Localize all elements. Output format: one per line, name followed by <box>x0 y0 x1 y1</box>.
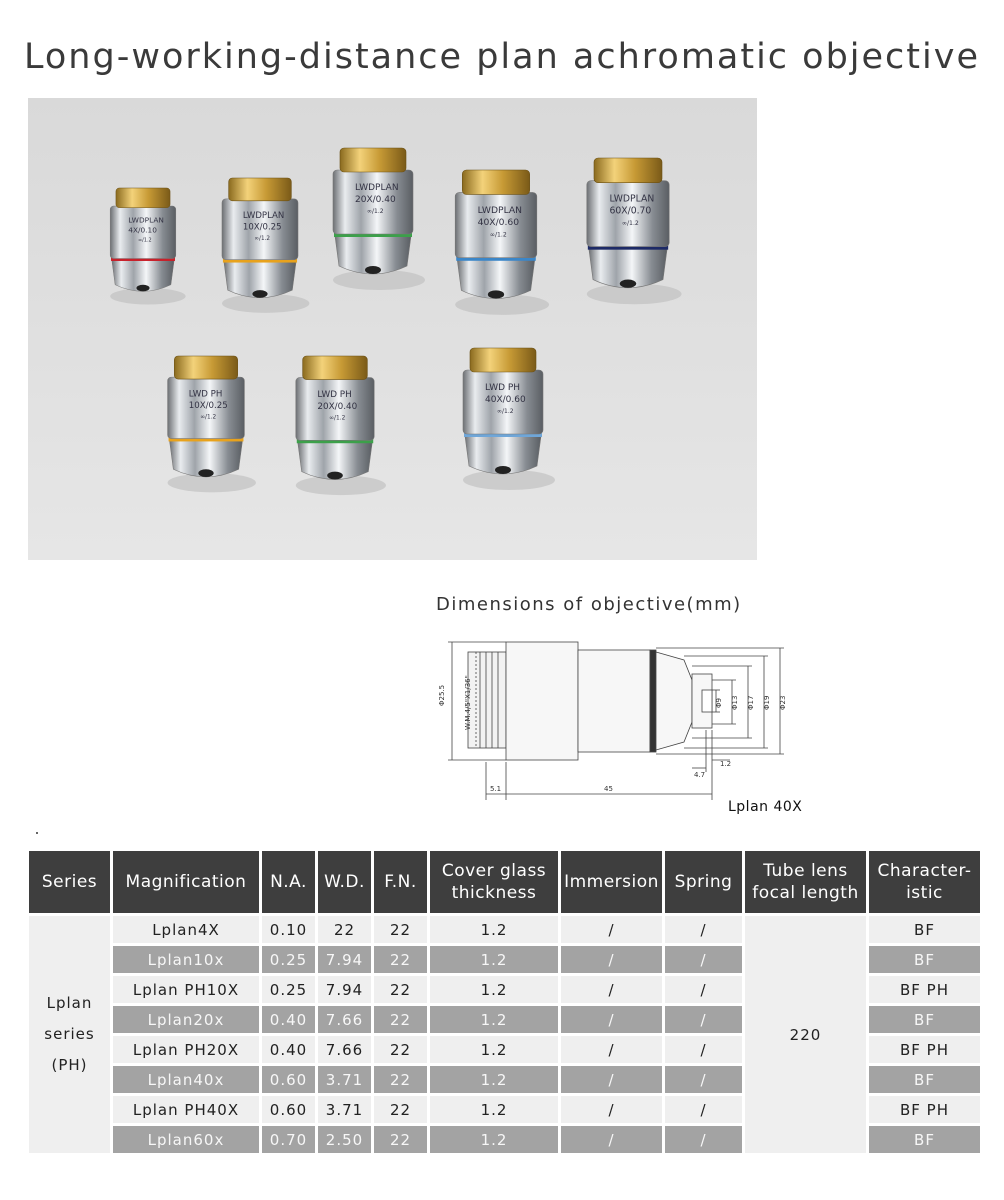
objective-engraving-label: LWDPLAN <box>242 210 285 221</box>
objective-dimension-drawing <box>430 630 790 805</box>
dimensions-title: Dimensions of objective(mm) <box>436 594 742 615</box>
thread-section <box>468 652 506 748</box>
cell-na: 0.70 <box>262 1126 315 1153</box>
cell-characteristic: BF <box>869 1126 980 1153</box>
cell-immersion: / <box>561 1096 662 1123</box>
series-line3: (PH) <box>51 1056 88 1074</box>
cell-magnification: Lplan PH20X <box>113 1036 259 1063</box>
cell-cover: 1.2 <box>430 1096 558 1123</box>
objective-engraving-sub: ∞/1.2 <box>138 237 152 244</box>
cell-immersion: / <box>561 1006 662 1033</box>
header-tube-lens <box>745 851 866 913</box>
barrel-section <box>506 642 578 760</box>
header-char-line2: istic <box>906 883 943 903</box>
series-cell <box>29 916 110 1153</box>
objective-engraving-sub: ∞/1.2 <box>329 415 346 422</box>
cell-na: 0.10 <box>262 916 315 943</box>
objective-engraving-spec: 20X/0.40 <box>317 401 358 412</box>
label-d19: Φ19 <box>763 695 771 710</box>
cell-characteristic: BF PH <box>869 976 980 1003</box>
objective-engraving-sub: ∞/1.2 <box>489 231 507 239</box>
objective-engraving-spec: 20X/0.40 <box>355 195 396 205</box>
cell-na: 0.60 <box>262 1096 315 1123</box>
objectives-photo <box>28 98 757 560</box>
label-l51: 5.1 <box>490 785 502 793</box>
cell-immersion: / <box>561 946 662 973</box>
drawing-model-label: Lplan 40X <box>728 799 803 815</box>
cell-wd: 3.71 <box>318 1066 371 1093</box>
cell-spring: / <box>665 946 742 973</box>
cell-fn: 22 <box>374 916 427 943</box>
cell-cover: 1.2 <box>430 1036 558 1063</box>
cell-characteristic: BF <box>869 1066 980 1093</box>
cell-wd: 7.66 <box>318 1036 371 1063</box>
objective-engraving-spec: 4X/0.10 <box>128 225 157 235</box>
cell-wd: 3.71 <box>318 1096 371 1123</box>
header-wd: W.D. <box>318 851 371 913</box>
cell-characteristic: BF <box>869 916 980 943</box>
header-cover-line1: Cover glass <box>441 861 547 881</box>
cell-wd: 22 <box>318 916 371 943</box>
cell-spring: / <box>665 976 742 1003</box>
tube-focal-length-cell: 220 <box>745 916 866 1153</box>
header-fn: F.N. <box>374 851 427 913</box>
objective-engraving-label: LWDPLAN <box>355 183 399 193</box>
objective-engraving-spec: 60X/0.70 <box>609 205 652 217</box>
cell-fn: 22 <box>374 976 427 1003</box>
color-band <box>650 650 656 752</box>
objective-engraving-sub: ∞/1.2 <box>497 408 514 415</box>
objective-engraving-label: LWDPLAN <box>128 215 164 225</box>
cell-immersion: / <box>561 976 662 1003</box>
cell-spring: / <box>665 1096 742 1123</box>
cell-cover: 1.2 <box>430 916 558 943</box>
cell-magnification: Lplan PH10X <box>113 976 259 1003</box>
cell-spring: / <box>665 1066 742 1093</box>
page-title: Long-working-distance plan achromatic objective <box>24 37 980 78</box>
cell-characteristic: BF PH <box>869 1096 980 1123</box>
cell-cover: 1.2 <box>430 1006 558 1033</box>
objective-engraving-label: LWDPLAN <box>609 193 655 205</box>
cell-immersion: / <box>561 1126 662 1153</box>
objective-engraving-sub: ∞/1.2 <box>621 219 639 227</box>
series-line1: Lplan <box>46 994 93 1012</box>
objective-engraving-spec: 40X/0.60 <box>485 395 526 405</box>
objective-engraving-label: LWDPLAN <box>477 204 523 216</box>
label-l45: 45 <box>604 785 613 793</box>
cell-magnification: Lplan10x <box>113 946 259 973</box>
header-tube-line1: Tube lens <box>763 861 848 881</box>
header-cover-glass <box>430 851 558 913</box>
spec-table <box>26 848 983 1156</box>
header-series: Series <box>29 851 110 913</box>
cell-wd: 7.94 <box>318 976 371 1003</box>
cell-wd: 7.66 <box>318 1006 371 1033</box>
label-d255: Φ25.5 <box>438 684 446 706</box>
header-immersion: Immersion <box>561 851 662 913</box>
header-spring: Spring <box>665 851 742 913</box>
cell-na: 0.40 <box>262 1006 315 1033</box>
cell-wd: 7.94 <box>318 946 371 973</box>
objective-engraving-label: LWD PH <box>485 383 521 393</box>
cell-cover: 1.2 <box>430 1126 558 1153</box>
cell-immersion: / <box>561 1066 662 1093</box>
cell-fn: 22 <box>374 1006 427 1033</box>
cell-spring: / <box>665 1036 742 1063</box>
label-l47: 4.7 <box>694 771 706 779</box>
cell-na: 0.25 <box>262 976 315 1003</box>
header-characteristic <box>869 851 980 913</box>
objective-engraving-label: LWD PH <box>317 390 352 401</box>
cell-fn: 22 <box>374 946 427 973</box>
cell-magnification: Lplan PH40X <box>113 1096 259 1123</box>
table-row <box>29 916 980 943</box>
label-thread: W.M.4/5"X1/36" <box>464 675 472 730</box>
header-magnification: Magnification <box>113 851 259 913</box>
header-na: N.A. <box>262 851 315 913</box>
series-line2: series <box>44 1025 95 1043</box>
cell-na: 0.25 <box>262 946 315 973</box>
header-tube-line2: focal length <box>752 883 859 903</box>
objective-engraving-sub: ∞/1.2 <box>254 235 271 242</box>
cell-fn: 22 <box>374 1066 427 1093</box>
objective-engraving-spec: 10X/0.25 <box>188 400 228 411</box>
objective-engraving-spec: 40X/0.60 <box>477 217 520 229</box>
cell-fn: 22 <box>374 1126 427 1153</box>
cell-fn: 22 <box>374 1096 427 1123</box>
label-d17: Φ17 <box>747 695 755 710</box>
label-d9: Φ9 <box>715 698 723 708</box>
header-char-line1: Character- <box>877 861 972 881</box>
cell-spring: / <box>665 1126 742 1153</box>
cell-characteristic: BF PH <box>869 1036 980 1063</box>
cell-magnification: Lplan20x <box>113 1006 259 1033</box>
label-d13: Φ13 <box>731 695 739 710</box>
objective-engraving-spec: 10X/0.25 <box>242 222 282 233</box>
divider-dot <box>36 832 38 834</box>
cell-cover: 1.2 <box>430 976 558 1003</box>
header-cover-line2: thickness <box>451 883 537 903</box>
cell-characteristic: BF <box>869 946 980 973</box>
label-d23: Φ23 <box>779 695 787 710</box>
label-l12: 1.2 <box>720 760 732 768</box>
cell-magnification: Lplan4X <box>113 916 259 943</box>
cell-spring: / <box>665 1006 742 1033</box>
cell-fn: 22 <box>374 1036 427 1063</box>
cell-immersion: / <box>561 1036 662 1063</box>
cell-na: 0.60 <box>262 1066 315 1093</box>
objective-engraving-label: LWD PH <box>188 389 223 400</box>
cell-cover: 1.2 <box>430 1066 558 1093</box>
cell-wd: 2.50 <box>318 1126 371 1153</box>
cell-magnification: Lplan40x <box>113 1066 259 1093</box>
cell-cover: 1.2 <box>430 946 558 973</box>
cell-characteristic: BF <box>869 1006 980 1033</box>
objective-engraving-sub: ∞/1.2 <box>367 208 384 215</box>
cell-immersion: / <box>561 916 662 943</box>
cell-na: 0.40 <box>262 1036 315 1063</box>
cell-magnification: Lplan60x <box>113 1126 259 1153</box>
cell-spring: / <box>665 916 742 943</box>
objective-engraving-sub: ∞/1.2 <box>200 414 217 421</box>
header-row <box>29 851 980 913</box>
